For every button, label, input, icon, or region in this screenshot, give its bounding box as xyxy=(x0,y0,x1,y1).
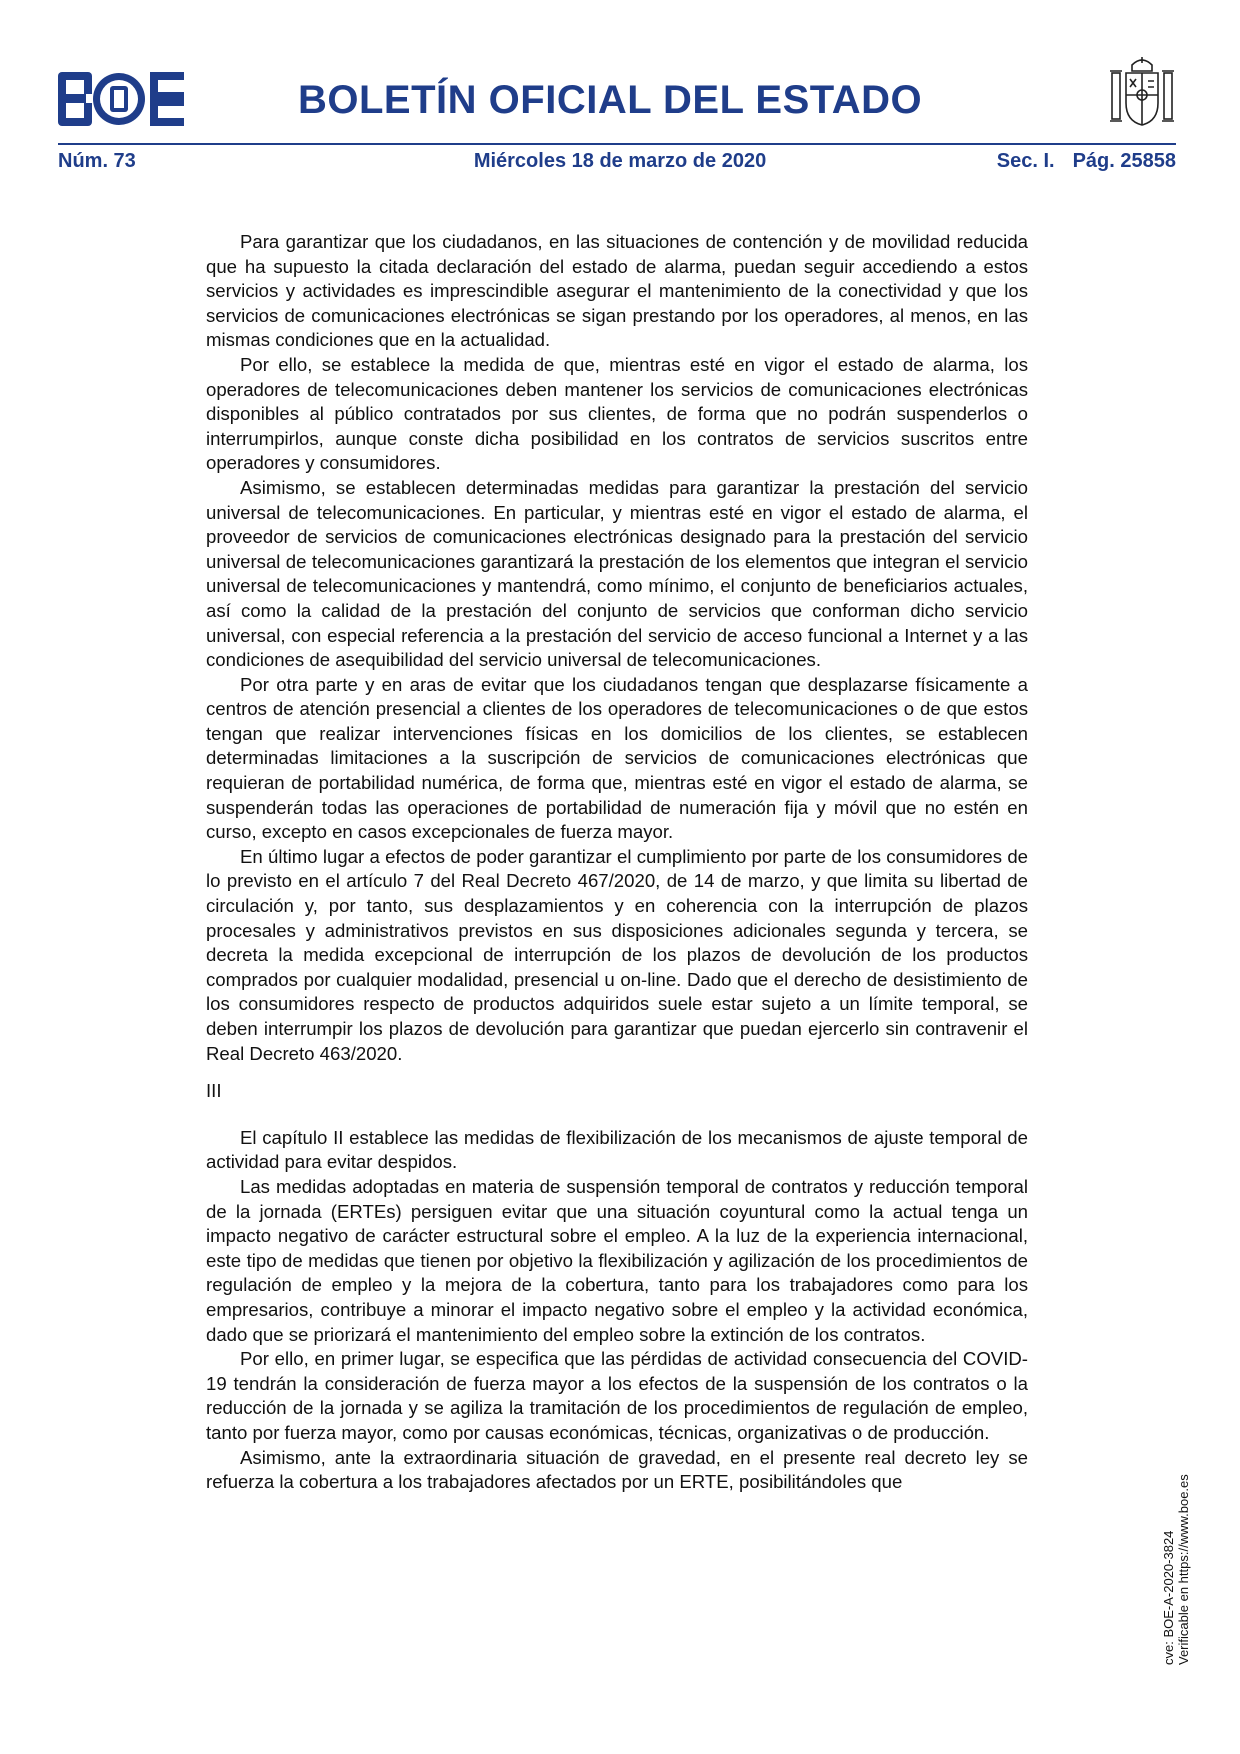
paragraph: Por ello, se establece la medida de que, mientras esté en vigor el estado de alarma, los operadores de telecomunicaciones deben mantener los servicios de comunicaciones electrónicas disponibles al público contratados por sus clientes, de forma que no podrán suspenderlos o interrumpirlos, aunque conste dicha posibilidad en los contratos de servicios suscritos entre operadores y consumidores. xyxy=(206,353,1028,474)
bulletin-title: BOLETÍN OFICIAL DEL ESTADO xyxy=(298,78,923,122)
paragraph: Las medidas adoptadas en materia de suspensión temporal de contratos y reducción temporal de la jornada (ERTEs) persiguen evitar que una situación coyuntural como la actual tenga un impacto negativo de carácter estructural sobre el empleo. A la luz de la experiencia internacional, este tipo de medidas que tienen por objetivo la flexibilización y agilización de los procedimientos de regulación de empleo y la mejora de la cobertura, tanto para los trabajadores como para los empresarios, contribuye a minorar el impacto negativo sobre el empleo y la actividad económica, dado que se priorizará el mantenimiento del empleo sobre la extinción de los contratos. xyxy=(206,1175,1028,1345)
paragraph: En último lugar a efectos de poder garantizar el cumplimiento por parte de los consumidores de lo previsto en el artículo 7 del Real Decreto 467/2020, de 14 de marzo, y que limita su libertad de circulación y, por tanto, sus desplazamientos y en coherencia con la interrupción de plazos procesales y administrativos previstos en sus disposiciones adicionales segunda y tercera, se decreta la medida excepcional de interrupción de los plazos de devolución de los productos comprados por cualquier modalidad, presencial u on-line. Dado que el derecho de desistimiento de los consumidores respecto de productos adquiridos suele estar sujeto a un límite temporal, se deben interrumpir los plazos de devolución para garantizar que puedan ejercerlo sin contravenir el Real Decreto 463/2020. xyxy=(206,845,1028,1064)
page-number: Pág. 25858 xyxy=(1072,150,1176,172)
issue-date: Miércoles 18 de marzo de 2020 xyxy=(473,150,767,172)
section-label: Sec. I. xyxy=(996,150,1055,172)
paragraph: Por otra parte y en aras de evitar que los ciudadanos tengan que desplazarse físicamente a centros de atención presencial a clientes de los operadores de telecomunicaciones o de que estos tengan que realizar intervenciones físicas en los domicilios de los clientes, se establecen determinadas limitaciones a la suscripción de servicios de comunicaciones electrónicas que requieran de portabilidad numérica, de forma que, mientras esté en vigor el estado de alarma, se suspenderán todas las operaciones de portabilidad de numeración fija y móvil que no estén en curso, excepto en casos excepcionales de fuerza mayor. xyxy=(206,673,1028,843)
paragraph: Para garantizar que los ciudadanos, en las situaciones de contención y de movilidad reducida que ha supuesto la citada declaración del estado de alarma, puedan seguir accediendo a estos servicios y actividades es imprescindible asegurar el mantenimiento de la conectividad y que los servicios de comunicaciones electrónicas se sigan prestando por los operadores, al menos, en las mismas condiciones que en la actualidad. xyxy=(206,231,1028,351)
paragraph: Asimismo, se establecen determinadas medidas para garantizar la prestación del servicio universal de telecomunicaciones. En particular, y mientras esté en vigor el estado de alarma, el proveedor de servicios de comunicaciones electrónicas designado para la prestación del servicio universal de telecomunicaciones garantizará la prestación de los elementos que integran el servicio universal de telecomunicaciones y mantendrá, como mínimo, el conjunto de beneficiarios actuales, así como la calidad de la prestación del conjunto de servicios que conforman dicho servicio universal, con especial referencia a la prestación del servicio de acceso funcional a Internet y a las condiciones de asequibilidad del servicio universal de telecomunicaciones. xyxy=(206,476,1028,671)
boe-logo xyxy=(58,72,184,126)
verification-url: Verificable en https://www.boe.es xyxy=(1176,1474,1191,1665)
section-page xyxy=(997,150,1176,173)
document-body xyxy=(206,230,1028,1495)
section-heading: III xyxy=(206,1080,222,1102)
coat-of-arms-icon xyxy=(1108,55,1176,131)
page-header xyxy=(0,0,1240,190)
verification-note xyxy=(1161,1474,1191,1665)
cve-code: cve: BOE-A-2020-3824 xyxy=(1161,1530,1176,1665)
paragraph: El capítulo II establece las medidas de flexibilización de los mecanismos de ajuste temporal de actividad para evitar despidos. xyxy=(206,1126,1028,1173)
header-rule xyxy=(58,143,1176,145)
paragraph: Asimismo, ante la extraordinaria situación de gravedad, en el presente real decreto ley se refuerza la cobertura a los trabajadores afectados por un ERTE, posibilitándoles que xyxy=(206,1446,1028,1493)
paragraph: Por ello, en primer lugar, se especifica que las pérdidas de actividad consecuencia del COVID-19 tendrán la consideración de fuerza mayor a los efectos de la suspensión de los contratos o la reducción de la jornada y se agiliza la tramitación de los procedimientos de regulación de empleo, tanto por fuerza mayor, como por causas económicas, técnicas, organizativas o de producción. xyxy=(206,1348,1028,1443)
issue-number: Núm. 73 xyxy=(58,150,136,172)
